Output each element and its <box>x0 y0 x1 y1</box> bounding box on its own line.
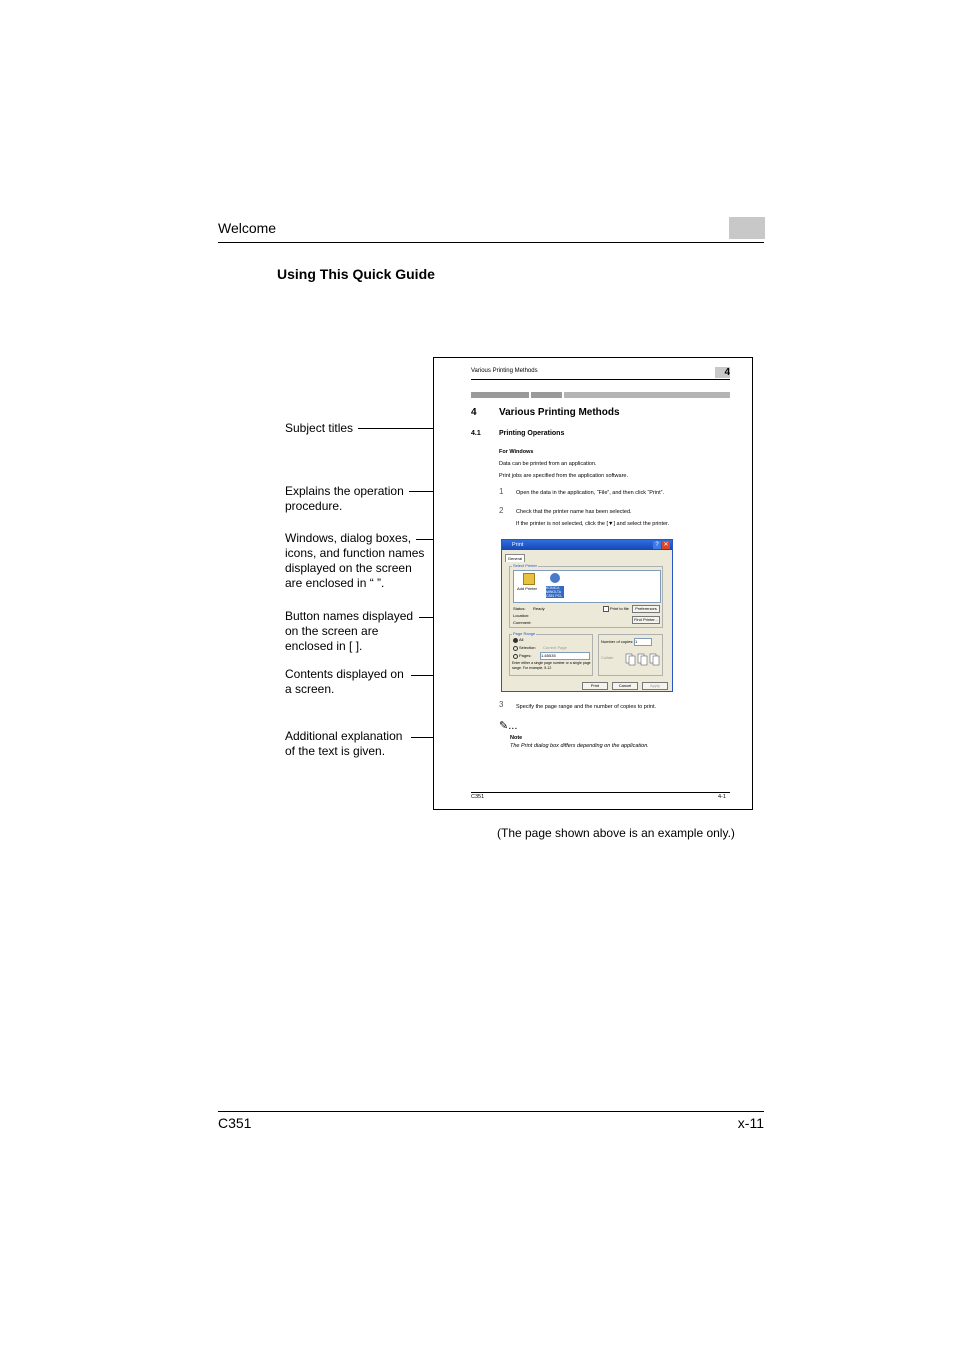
tab-general[interactable]: General <box>505 554 525 562</box>
current-page-label: Current Page <box>543 645 567 650</box>
example-caption: (The page shown above is an example only.) <box>497 826 735 840</box>
sample-footer-right: 4-1 <box>718 794 726 800</box>
sample-section-number: 4.1 <box>471 430 481 437</box>
sample-step-text: Open the data in the application, “File”, and then click “Print”. <box>516 490 664 496</box>
cancel-button[interactable]: Cancel <box>612 682 638 690</box>
comment-label: Comment: <box>513 620 532 625</box>
sample-step-text: Specify the page range and the number of copies to print. <box>516 704 657 710</box>
preferences-button[interactable]: Preferences <box>632 605 660 613</box>
sample-subhead: For Windows <box>499 449 534 455</box>
label-additional-explanation: Additional explanation of the text is given. <box>285 729 403 758</box>
sample-step-number: 3 <box>499 700 504 709</box>
range-hint: Enter either a single page number or a single page range. For example, 5-12 <box>512 661 591 670</box>
note-heading: Note <box>510 735 523 741</box>
close-icon[interactable]: ✕ <box>663 542 669 548</box>
find-printer-button[interactable]: Find Printer... <box>632 616 660 624</box>
help-icon[interactable]: ? <box>653 541 661 549</box>
all-label: All <box>519 637 524 642</box>
sample-section-title: Printing Operations <box>499 430 565 437</box>
status-label: Status: <box>513 606 526 611</box>
apply-button[interactable]: Apply <box>642 682 668 690</box>
sample-step-text: Check that the printer name has been selected. <box>516 509 632 515</box>
pages-label: Pages: <box>519 653 532 658</box>
sample-step-subtext: If the printer is not selected, click the [▼] and select the printer. <box>516 521 670 527</box>
sample-chapter-badge: 4 <box>715 367 730 378</box>
pages-input[interactable]: 1-65535 <box>540 652 590 660</box>
sample-step-number: 2 <box>499 506 504 515</box>
sample-bar-1 <box>471 392 529 398</box>
dialog-title: Print <box>512 542 524 548</box>
sample-step-number: 1 <box>499 487 504 496</box>
radio-selection[interactable] <box>513 646 518 651</box>
copies-label: Number of copies: <box>601 639 634 644</box>
sample-header-title: Various Printing Methods <box>471 368 538 374</box>
sample-intro-line: Print jobs are specified from the application software. <box>499 473 629 479</box>
collate-icon <box>625 652 661 666</box>
sample-bar-3 <box>564 392 730 398</box>
sample-page <box>433 357 753 810</box>
sample-bar-2 <box>531 392 562 398</box>
sample-intro-line: Data can be printed from an application. <box>499 461 597 467</box>
radio-pages[interactable] <box>513 654 518 659</box>
selection-label: Selection <box>519 645 536 650</box>
select-printer-label: Select Printer <box>513 563 538 568</box>
label-operation-procedure: Explains the operation procedure. <box>285 484 404 513</box>
print-button[interactable]: Print <box>582 682 608 690</box>
collate-label: Collate <box>601 655 614 660</box>
footer-model: C351 <box>218 1115 252 1131</box>
page-range-label: Page Range <box>513 631 536 636</box>
page-header-title: Welcome <box>218 220 277 236</box>
label-screen-contents: Contents displayed on a screen. <box>285 667 404 696</box>
add-printer-icon[interactable] <box>523 573 535 585</box>
printer-icon[interactable] <box>550 573 560 583</box>
print-dialog <box>501 539 673 692</box>
add-printer-label: Add Printer <box>517 586 538 591</box>
footer-page-number: x-11 <box>737 1115 764 1131</box>
sample-chapter-title: Various Printing Methods <box>499 407 620 418</box>
copies-input[interactable]: 1 <box>634 638 652 646</box>
sample-footer-rule <box>471 792 730 793</box>
sample-header-rule <box>471 379 730 380</box>
status-value: Ready <box>533 606 545 611</box>
label-subject-titles: Subject titles <box>285 421 354 435</box>
print-to-file-checkbox[interactable] <box>603 606 609 612</box>
footer-rule <box>218 1111 764 1112</box>
section-title: Using This Quick Guide <box>277 266 435 282</box>
sample-footer-left: C351 <box>471 794 485 800</box>
note-text: The Print dialog box differs depending on the application. <box>510 743 649 749</box>
print-to-file-label: Print to file <box>610 606 629 611</box>
printer-name-selected[interactable]: KONICA MINOLTA C351 PCL <box>546 586 563 598</box>
radio-all[interactable] <box>513 638 518 643</box>
label-button-names: Button names displayed on the screen are enclosed in [ ]. <box>285 609 414 653</box>
sample-chapter-number: 4 <box>471 407 477 418</box>
label-windows-names: Windows, dialog boxes, icons, and function names displayed on the screen are enclosed in “ ”. <box>285 531 425 590</box>
note-pencil-icon: ✎... <box>499 720 518 732</box>
location-label: Location: <box>513 613 530 618</box>
dialog-titlebar <box>502 540 672 550</box>
